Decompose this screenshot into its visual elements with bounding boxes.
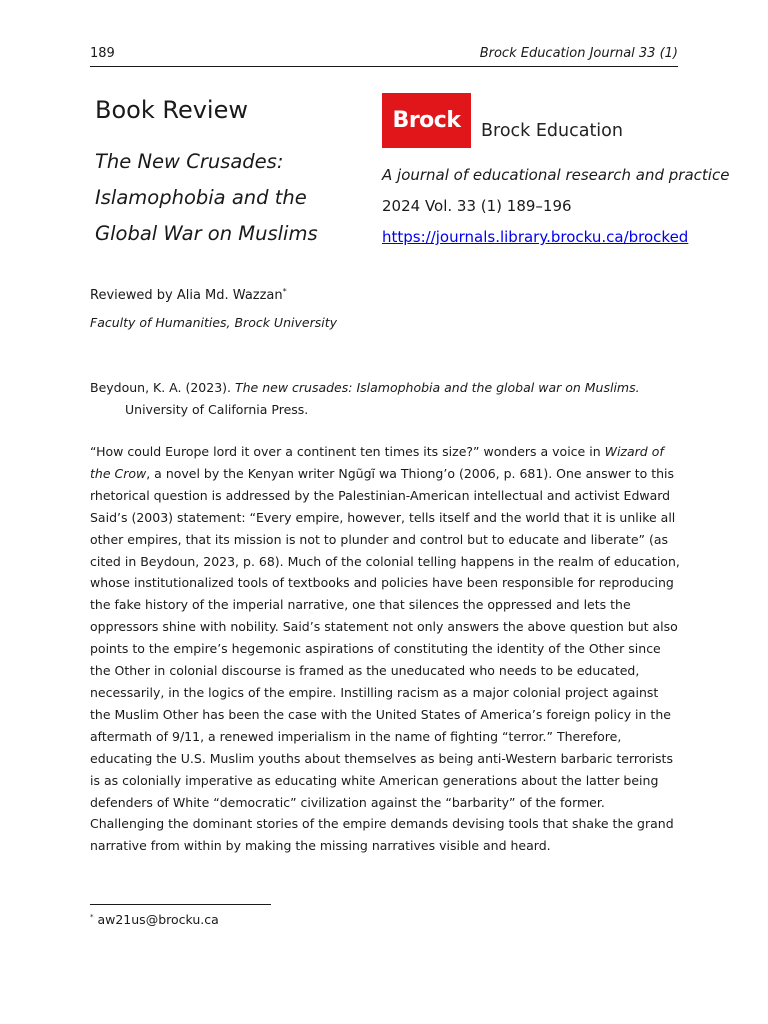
- running-header: Brock Education Journal 33 (1): [479, 46, 678, 61]
- body-text: [90, 441, 682, 857]
- page-number: 189: [90, 46, 115, 61]
- body-paragraph: [90, 441, 682, 857]
- journal-tagline: A journal of educational research and practice: [382, 166, 730, 184]
- journal-url-link[interactable]: https://journals.library.brocku.ca/brocked: [382, 228, 689, 246]
- header-rule: [90, 66, 678, 67]
- novel-title: Wizard of the Crow: [90, 444, 664, 481]
- brock-logo: [382, 93, 471, 148]
- section-title: Book Review: [95, 96, 248, 124]
- book-title: The New Crusades: Islamophobia and the Global War on Muslims: [95, 150, 318, 245]
- reviewer-footnote-mark[interactable]: *: [282, 287, 287, 296]
- footnote-email: aw21us@brocku.ca: [93, 912, 219, 927]
- citation-publisher: University of California Press.: [125, 402, 309, 417]
- affiliation: Faculty of Humanities, Brock University: [90, 315, 337, 330]
- footnote-mark: *: [90, 913, 94, 921]
- brock-logo-text: Brock: [392, 108, 461, 133]
- reviewer-name: Reviewed by Alia Md. Wazzan: [90, 288, 283, 303]
- citation-title: The new crusades: Islamophobia and the global war on Muslims.: [234, 380, 640, 395]
- citation-authors: Beydoun, K. A. (2023).: [90, 380, 235, 395]
- footnote-rule: [90, 904, 271, 905]
- book-citation: [90, 377, 680, 421]
- body-text-part: , a novel by the Kenyan writer Ngũgĩ wa Thiong’o (2006, p. 681). One answer to this rhetorical question is addressed by the Palestinian-American intellectual and activist Edward Said’s (2003) statement: “Every empire, however, tells itself and the world that it is unlike all other empires, that its mission is not to plunder and control but to educate and liberate” (as cited in Beydoun, 2023, p. 68). Much of the colonial telling happens in the realm of education, whose institutionalized tools of textbooks and policies have been responsible for reproducing the fake history of the imperial narrative, one that silences the oppressed and lets the oppressors shine with nobility. Said’s statement not only answers the above question but also points to the empire’s hegemonic aspirations of constituting the identity of the Other since the Other in colonial discourse is framed as the uneducated who needs to be educated, necessarily, in the logics of the empire. Instilling racism as a major colonial project against the Muslim Other has been the case with the United States of America’s foreign policy in the aftermath of 9/11, a renewed imperialism in the name of fighting “terror.” Therefore, educating the U.S. Muslim youths about themselves as being anti-Western barbaric terrorists is as colonially imperative as educating white American generations about the latter being defenders of White “democratic” civilization against the “barbarity” of the former. Challenging the dominant stories of the empire demands devising tools that shake the grand narrative from within by making the missing narratives visible and heard.: [90, 465, 680, 854]
- body-text-part: “How could Europe lord it over a continent ten times its size?” wonders a voice in: [90, 444, 605, 459]
- footnote: [90, 912, 219, 927]
- brock-education-wordmark: Brock Education: [481, 121, 623, 141]
- reviewer-line: [90, 287, 287, 303]
- journal-volume: 2024 Vol. 33 (1) 189–196: [382, 197, 572, 215]
